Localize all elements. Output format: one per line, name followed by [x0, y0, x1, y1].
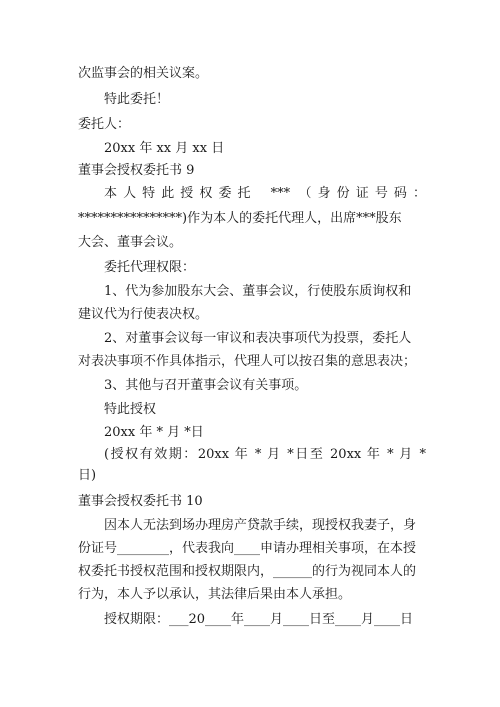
text-line: 日) — [78, 468, 97, 483]
text-line: 行为，本人予以承认，其法律后果由本人承担。 — [78, 587, 352, 602]
section-heading: 董事会授权委托书 9 — [78, 163, 195, 178]
text-line: 特此授权 — [104, 402, 157, 417]
text-line: 1、代为参加股东大会、董事会议，行使股东质询权和 — [104, 284, 412, 299]
text-line: ****************)作为本人的委托代理人，出席***股东 — [78, 211, 402, 226]
text-line: 次监事会的相关议案。 — [78, 66, 209, 81]
section-heading: 董事会授权委托书 10 — [78, 494, 203, 509]
date-line: 20xx 年 * 月 *日 — [104, 425, 204, 440]
text-line: 份证号________，代表我向____申请办理相关事项，在本授 — [78, 541, 417, 556]
text-line: 建议代为行使表决权。 — [78, 307, 209, 322]
date-line: 20xx 年 xx 月 xx 日 — [104, 141, 225, 156]
text-line: 对表决事项不作具体指示，代理人可以按召集的意思表决； — [78, 354, 417, 369]
text-line: 2、对董事会议每一审议和表决事项代为投票，委托人 — [104, 331, 412, 346]
text-line: 大会、董事会议。 — [78, 235, 183, 250]
text-line: 3、其他与召开董事会议有关事项。 — [104, 378, 308, 393]
text-line: 因本人无法到场办理房产贷款手续，现授权我妻子，身 — [104, 518, 417, 533]
text-line: 权委托书授权范围和授权期限内，______的行为视同本人的 — [78, 564, 417, 579]
text-line: (授权有效期：20xx 年 * 月 *日至 20xx 年 * 月 * — [104, 447, 426, 462]
text-line: 授权期限：___20____年____月____日至____月____日 — [104, 612, 414, 627]
text-line: 特此委托！ — [104, 92, 170, 107]
text-line: 委托人： — [78, 117, 131, 132]
text-line: 本 人 特 此 授 权 委 托 *** （ 身 份 证 号 码 ： — [104, 186, 426, 201]
text-line: 委托代理权限： — [104, 260, 196, 275]
